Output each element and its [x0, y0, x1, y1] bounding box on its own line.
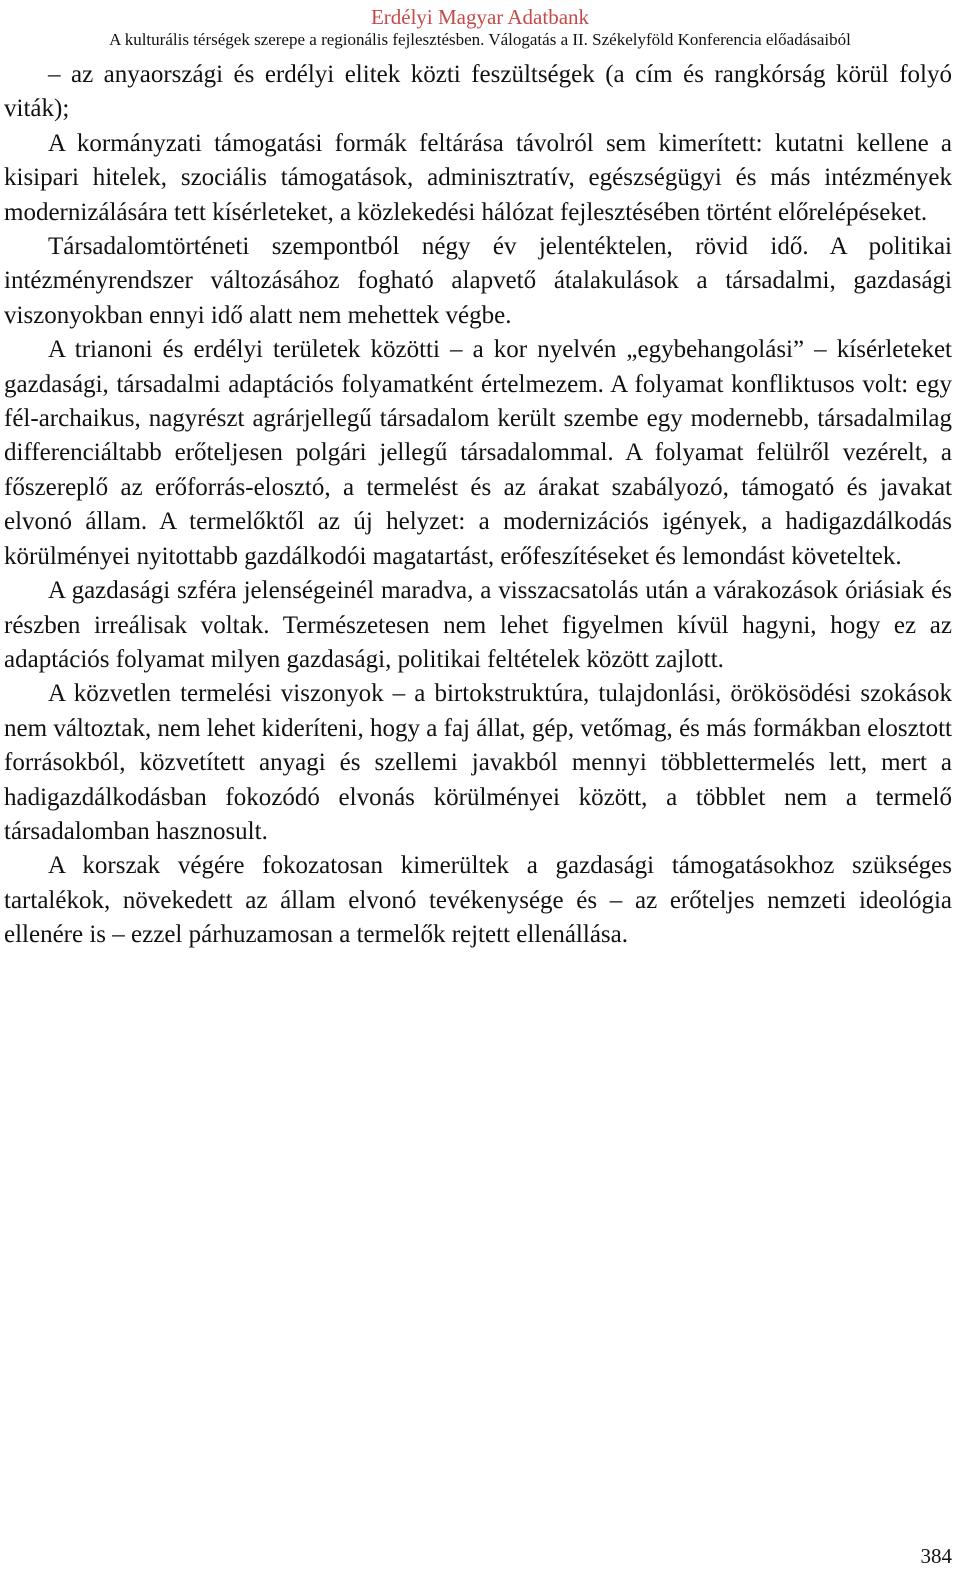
paragraph-list-item: – az anyaországi és erdélyi elitek közti feszültségek (a cím és rangkórság körül folyó viták); — [4, 61, 952, 123]
paragraph: A közvetlen termelési viszonyok – a birtokstruktúra, tulajdonlási, örökösödési szokások nem változtak, nem lehet kideríteni, hogy a faj állat, gép, vetőmag, és más formákban elosztott forrásokból, közvetített anyagi és szellemi javakból mennyi többlettermelés lett, mert a hadigazdálkodásban fokozódó elvonás körülményei között, a többlet nem a termelő társadalomban hasznosult. — [4, 680, 952, 845]
page-header — [0, 4, 960, 50]
paragraph: A trianoni és erdélyi területek közötti – a kor nyelvén „egybehangolási” – kísérleteket gazdasági, társadalmi adaptációs folyamatként értelmezem. A folyamat konfliktusos volt: egy fél-archaikus, nagyrészt agrárjellegű társadalom került szembe egy modernebb, társadalmilag differenciáltabb erőteljesen polgári jellegű társadalommal. A folyamat felülről vezérelt, a főszereplő az erőforrás-elosztó, a termelést és az árakat szabályozó, támogató és javakat elvonó állam. A termelőktől az új helyzet: a modernizációs igények, a hadigazdálkodás körülményei nyitottabb gazdálkodói magatartást, erőfeszítéseket és lemondást követeltek. — [4, 336, 952, 570]
paragraph: A korszak végére fokozatosan kimerültek a gazdasági támogatásokhoz szükséges tartalékok, növekedett az állam elvonó tevékenysége és – az erőteljes nemzeti ideológia ellenére is – ezzel párhuzamosan a termelők rejtett ellenállása. — [4, 852, 952, 949]
page-number: 384 — [920, 1544, 952, 1568]
paragraph: A gazdasági szféra jelenségeinél maradva, a visszacsatolás után a várakozások óriásiak és részben irreálisak voltak. Természetesen nem lehet figyelmen kívül hagyni, hogy ez az adaptációs folyamat milyen gazdasági, politikai feltételek között zajlott. — [4, 577, 952, 673]
publication-subtitle: A kulturális térségek szerepe a regionális fejlesztésben. Válogatás a II. Székelyföld Konferencia előadásaiból — [109, 30, 851, 49]
paragraph: Társadalomtörténeti szempontból négy év jelentéktelen, rövid idő. A politikai intézményrendszer változásához fogható alapvető átalakulások a társadalmi, gazdasági viszonyokban ennyi idő alatt nem mehettek végbe. — [4, 233, 952, 329]
site-title: Erdélyi Magyar Adatbank — [370, 5, 590, 29]
body-text — [4, 58, 952, 953]
paragraph: A kormányzati támogatási formák feltárása távolról sem kimerített: kutatni kellene a kisipari hitelek, szociális támogatások, adminisztratív, egészségügyi és más intézmények modernizálására tett kísérleteket, a közlekedési hálózat fejlesztésében történt előrelépéseket. — [4, 129, 952, 226]
